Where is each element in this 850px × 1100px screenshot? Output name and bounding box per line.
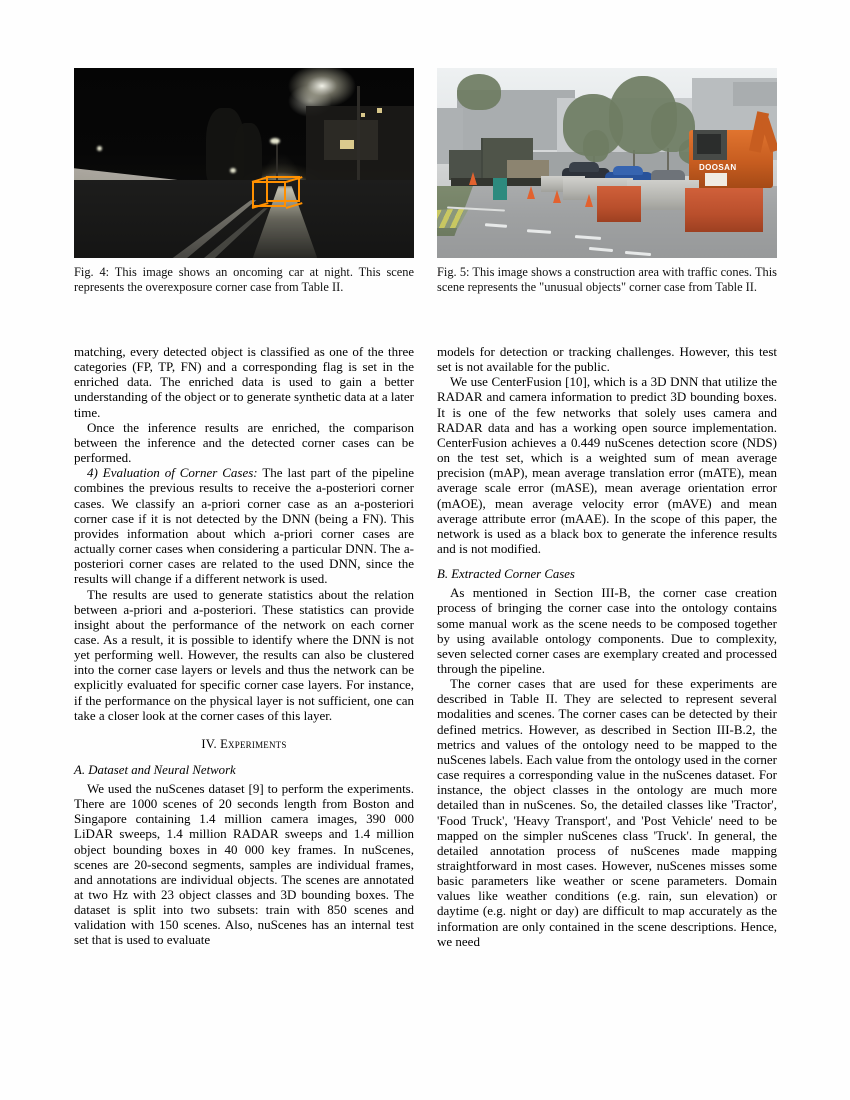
paragraph-inference-enriched: Once the inference results are enriched, the comparison between the inference and the detected corner cases can be performed. xyxy=(74,419,414,466)
paragraph-matching: matching, every detected object is classified as one of the three categories (FP, TP, FN) and a corresponding flag is set in the enriched data. The enriched data is used to gain a better understanding of the object or to generate synthetic data at a later time. xyxy=(74,344,414,420)
window-light-1 xyxy=(340,140,354,149)
orange-barrier-1 xyxy=(597,186,641,222)
right-column xyxy=(437,344,777,949)
traffic-cone-4 xyxy=(585,194,593,207)
light-far-2 xyxy=(230,168,236,173)
numbered-item-heading: 4) Evaluation of Corner Cases: xyxy=(87,465,258,481)
traffic-cone-3 xyxy=(553,190,561,203)
tree-1 xyxy=(457,74,501,110)
traffic-cone-1 xyxy=(469,172,477,185)
car-dark-roof xyxy=(569,162,599,172)
body-columns xyxy=(74,344,777,949)
numbered-item-text: The last part of the pipeline combines the previous results to receive the a-posteriori corner cases. We classify an a-priori corner case as an a-posteriori corner case if it is not detected by the DNN (being a FN). This provides information about which a-priori corner cases are actually corner cases when considering a particular DNN. The a-posteriori corner cases are related to the used DNN, since the results will change if a different network is used. xyxy=(74,465,415,587)
paragraph-evaluation-corner-cases xyxy=(74,465,414,586)
excavator-plate xyxy=(705,173,727,186)
figure-block-fig4 xyxy=(74,68,414,294)
traffic-cone-2 xyxy=(527,186,535,199)
paragraph-corner-case-mapping: The corner cases that are used for these experiments are described in Table II. They are selected to represent several modalities and scenes. The corner cases can be detected by their defined metrics. However, as described in Section III-B.2, the metrics and values of the ontology need to be mapped to the nuScenes labels. Each value from the ontology used in the corner case requires a corresponding value in the nuScenes dataset. For instance, the object classes in the ontology are much more detailed than in nuScenes. So, the detailed classes like 'Tractor', 'Food Truck', 'Heavy Transport', and 'Post Vehicle' need to be mapped on the simpler nuScenes class 'Truck'. In general, the detailed annotation process of nuScenes made mapping straightforward in most cases. However, nuScenes misses some basic parameters like weather or scene parameters. Domain values like weather conditions (e.g. rain, sun elevation) or daytime (e.g. night or day) are difficult to map accurately as the information are only contained in the scene descriptions. Hence, we need xyxy=(437,676,777,949)
paragraph-continuation: models for detection or tracking challenges. However, this test set is not available for the public. xyxy=(437,344,777,375)
window-light-3 xyxy=(361,113,365,117)
subsection-heading-dataset: A. Dataset and Neural Network xyxy=(74,762,236,777)
building-right-top xyxy=(733,82,777,106)
wet-road xyxy=(74,180,414,258)
orange-barrier-2 xyxy=(685,188,763,232)
light-far-3 xyxy=(97,146,102,151)
figure-block-fig5 xyxy=(437,68,777,294)
figure-caption-fig5: Fig. 5: This image shows a construction area with traffic cones. This scene represents the "unusual objects" corner case from Table II. xyxy=(437,265,777,294)
figures-row xyxy=(74,68,777,294)
window-light-2 xyxy=(377,108,382,113)
bounding-box-3d-annotation xyxy=(252,176,304,206)
figure-image-construction-area xyxy=(437,68,777,258)
paragraph-ontology-creation: As mentioned in Section III-B, the corner case creation process of bringing the corner case into the ontology contains some manual work as the scene needs to be composed together by using available ontology components. Due to complexity, seven selected corner cases are exemplary created and processed through the pipeline. xyxy=(437,585,777,676)
subsection-heading-extracted-corner-cases: B. Extracted Corner Cases xyxy=(437,567,575,582)
paragraph-statistics: The results are used to generate statistics about the relation between a-priori and a-posteriori. These statistics can provide insight about the performance of the network on each corner case. As a result, it is possible to identify where the DNN is not yet performing well. However, the results can also be clustered into the corner case layers or levels and thus the network can be explicitly evaluated for specific corner case layers. For instance, if the performance on the physical layer is not sufficient, one can take a closer look at the corner cases of this layer. xyxy=(74,586,414,723)
paragraph-nuscenes-dataset: We used the nuScenes dataset [9] to perform the experiments. There are 1000 scenes of 20 seconds length from Boston and Singapore containing 1.4 million camera images, 390 000 LiDAR sweeps, 1.4 million RADAR sweeps and 1.4 million object bounding boxes in 40 000 key frames. In nuScenes, scenes are 20-second segments, samples are individual frames, and annotations are individual objects. The scenes are annotated at two Hz with 23 object classes and 3D bounding boxes. The dataset is split into two subsets: train with 850 scenes and validation with 150 scenes. Also, nuScenes has an internal test set that is used to evaluate xyxy=(74,780,414,948)
tree-5 xyxy=(583,130,609,162)
streetlight-far xyxy=(270,138,280,144)
section-heading-experiments: IV. Experiments xyxy=(201,736,287,751)
paragraph-centerfusion: We use CenterFusion [10], which is a 3D DNN that utilize the RADAR and camera information to predict 3D bounding boxes. It is one of the few networks that solely uses camera and RADAR data and has a working open source implementation. CenterFusion achieves a 0.449 nuScenes detection score (NDS) on the test set, which is a weighted sum of mean average precision (mAP), mean average translation error (mATE), mean average scale error (mASE), mean average orientation error (mAOE), mean average velocity error (mAVE) and mean average attribute error (mAAE). In the scope of this paper, the network is used as a black box to generate the inference results and is not modified. xyxy=(437,374,777,557)
figure-caption-fig4: Fig. 4: This image shows an oncoming car at night. This scene represents the overexposure corner case from Table II. xyxy=(74,265,414,294)
green-bin xyxy=(493,178,507,200)
excavator-window xyxy=(697,134,721,154)
excavator-brand-label: DOOSAN xyxy=(699,163,737,172)
car-blue-roof xyxy=(613,166,643,175)
left-column xyxy=(74,344,414,949)
figure-image-night-street-scene xyxy=(74,68,414,258)
